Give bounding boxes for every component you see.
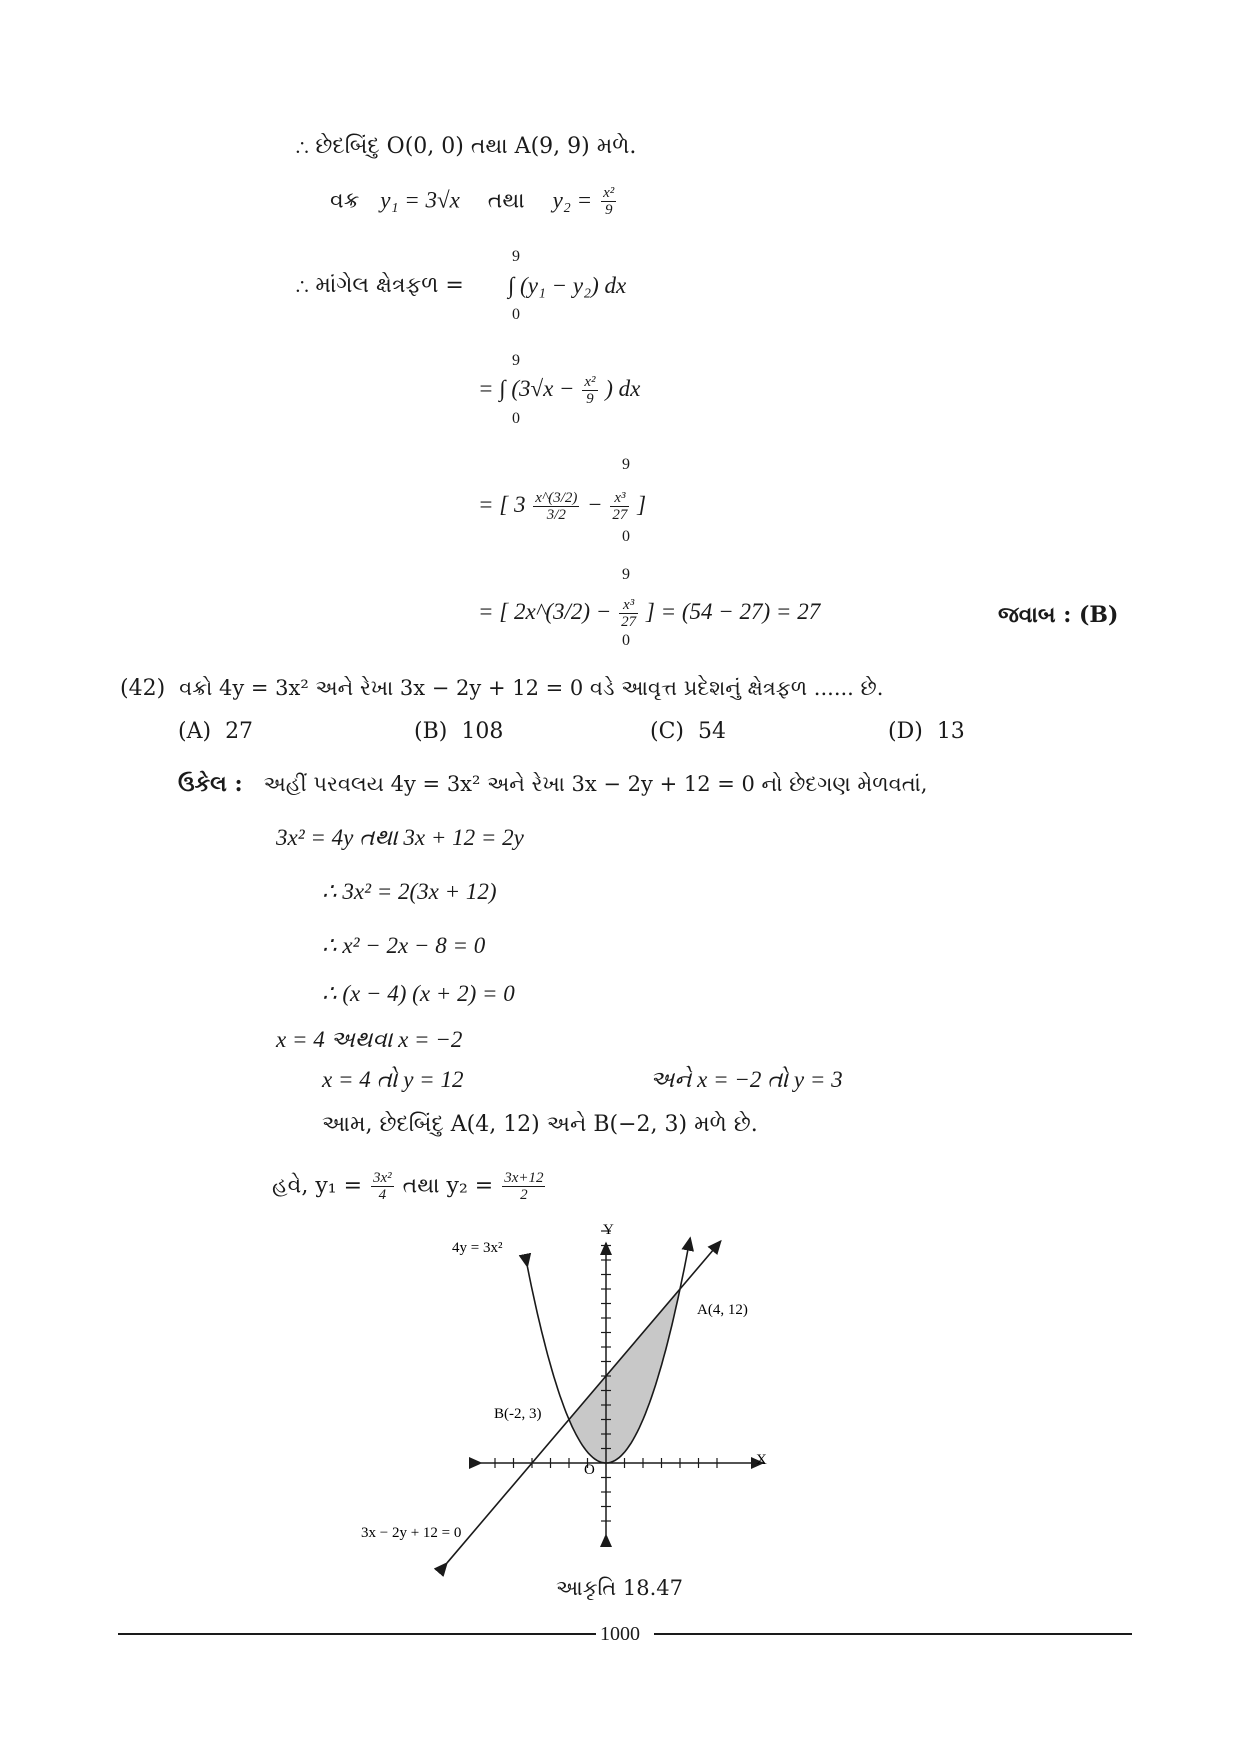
x-pow-frac: $\frac{x\^{}(3/2)}{3/2}$ bbox=[535, 490, 578, 523]
antiderivative-2: = [ 2x^(3/2) − $\frac{\text{x³}}{27}$ ] = (54 − 27) = 27 bbox=[478, 597, 821, 630]
limit-lower: 0 bbox=[512, 306, 520, 323]
step-1: 3x² = 4y તથા 3x + 12 = 2y bbox=[276, 825, 524, 850]
step-4: ∴ (x − 4) (x + 2) = 0 bbox=[322, 981, 515, 1006]
x3-over-27: $\frac{\text{x³}}{27}$ bbox=[612, 490, 628, 523]
integral-expr-1: ∫ (y₁ − y₂) dx bbox=[508, 273, 627, 298]
line-label: 3x − 2y + 12 = 0 bbox=[361, 1525, 462, 1541]
antiderivative-1: = [ 3 $\frac{x\^{}(3/2)}{3/2}$ − $\frac{\text{x³}}{27}$ ] bbox=[478, 490, 647, 523]
limit-upper: 9 bbox=[512, 352, 520, 369]
intersection-line: ∴ છેદબિંદુ O(0, 0) તથા A(9, 9) મળે. bbox=[296, 134, 637, 159]
step-3: ∴ x² − 2x − 8 = 0 bbox=[322, 933, 486, 958]
solution-heading: ઉકેલ : bbox=[178, 771, 243, 797]
point-a-label: A(4, 12) bbox=[697, 1302, 748, 1318]
parabola-label: 4y = 3x² bbox=[452, 1240, 503, 1256]
y2-expr: y₂ = bbox=[552, 187, 593, 213]
y2-fraction: $\frac{3x+12}{2}$ bbox=[504, 1170, 544, 1203]
x-axis-label: X bbox=[756, 1452, 767, 1468]
y2-fraction: $\frac{\text{x²}}{9}$ bbox=[603, 185, 615, 218]
bracket-upper: 9 bbox=[622, 566, 630, 583]
x3-over-27: $\frac{\text{x³}}{27}$ bbox=[621, 597, 637, 630]
straight-line bbox=[447, 1241, 721, 1563]
bracket-upper: 9 bbox=[622, 456, 630, 473]
solution-intro-text: અહીં પરવલય 4y = 3x² અને રેખા 3x − 2y + 12 = 0 નો છેદગણ મેળવતાં, bbox=[263, 772, 928, 796]
step-7: આમ, છેદબિંદુ A(4, 12) અને B(−2, 3) મળે છે. bbox=[322, 1112, 758, 1137]
step-6a: x = 4 તો y = 12 bbox=[322, 1067, 464, 1092]
curves-label: વક્ર bbox=[330, 188, 360, 214]
y-axis-label: Y bbox=[603, 1222, 614, 1238]
y1-fraction: $\frac{\text{3x²}}{4}$ bbox=[373, 1170, 392, 1203]
footer-rule-left bbox=[118, 1633, 596, 1635]
required-area-label: ∴ માંગેલ ક્ષેત્રફળ = bbox=[296, 273, 464, 298]
option-b: (B) 108 bbox=[414, 719, 504, 744]
page-number: 1000 bbox=[600, 1623, 640, 1645]
figure-caption: આકૃતિ 18.47 bbox=[556, 1576, 684, 1600]
answer-label: જવાબ : (B) bbox=[998, 602, 1119, 628]
bracket-lower: 0 bbox=[622, 632, 630, 649]
x2-over-9: $\frac{\text{x²}}{9}$ bbox=[584, 374, 596, 407]
step-8: હવે, y₁ = $\frac{\text{3x²}}{4}$ તથા y₂ = $\frac{3x+12}{2}$ bbox=[272, 1170, 544, 1203]
integral-expr-2: = ∫ (3√x − $\frac{\text{x²}}{9}$ ) dx bbox=[478, 374, 641, 407]
origin-label: O bbox=[584, 1462, 595, 1478]
footer-rule-right bbox=[654, 1633, 1132, 1635]
step-5: x = 4 અથવા x = −2 bbox=[276, 1027, 463, 1052]
option-a: (A) 27 bbox=[178, 719, 254, 744]
question-text: વક્રો 4y = 3x² અને રેખા 3x − 2y + 12 = 0 વડે આવૃત્ત પ્રદેશનું ક્ષેત્રફળ ...... છે. bbox=[179, 676, 884, 700]
y1-expr: y₁ = 3√x bbox=[380, 187, 460, 213]
option-c: (C) 54 bbox=[650, 719, 726, 744]
question-number: (42) bbox=[120, 676, 166, 701]
point-b-label: B(-2, 3) bbox=[494, 1406, 542, 1422]
shaded-region bbox=[569, 1289, 680, 1463]
limit-upper: 9 bbox=[512, 248, 520, 265]
bracket-lower: 0 bbox=[622, 528, 630, 545]
limit-lower: 0 bbox=[512, 410, 520, 427]
step-6b: અને x = −2 તો y = 3 bbox=[650, 1067, 843, 1092]
step-2: ∴ 3x² = 2(3x + 12) bbox=[322, 879, 497, 904]
and-word: તથા bbox=[487, 188, 525, 214]
option-d: (D) 13 bbox=[888, 719, 965, 744]
